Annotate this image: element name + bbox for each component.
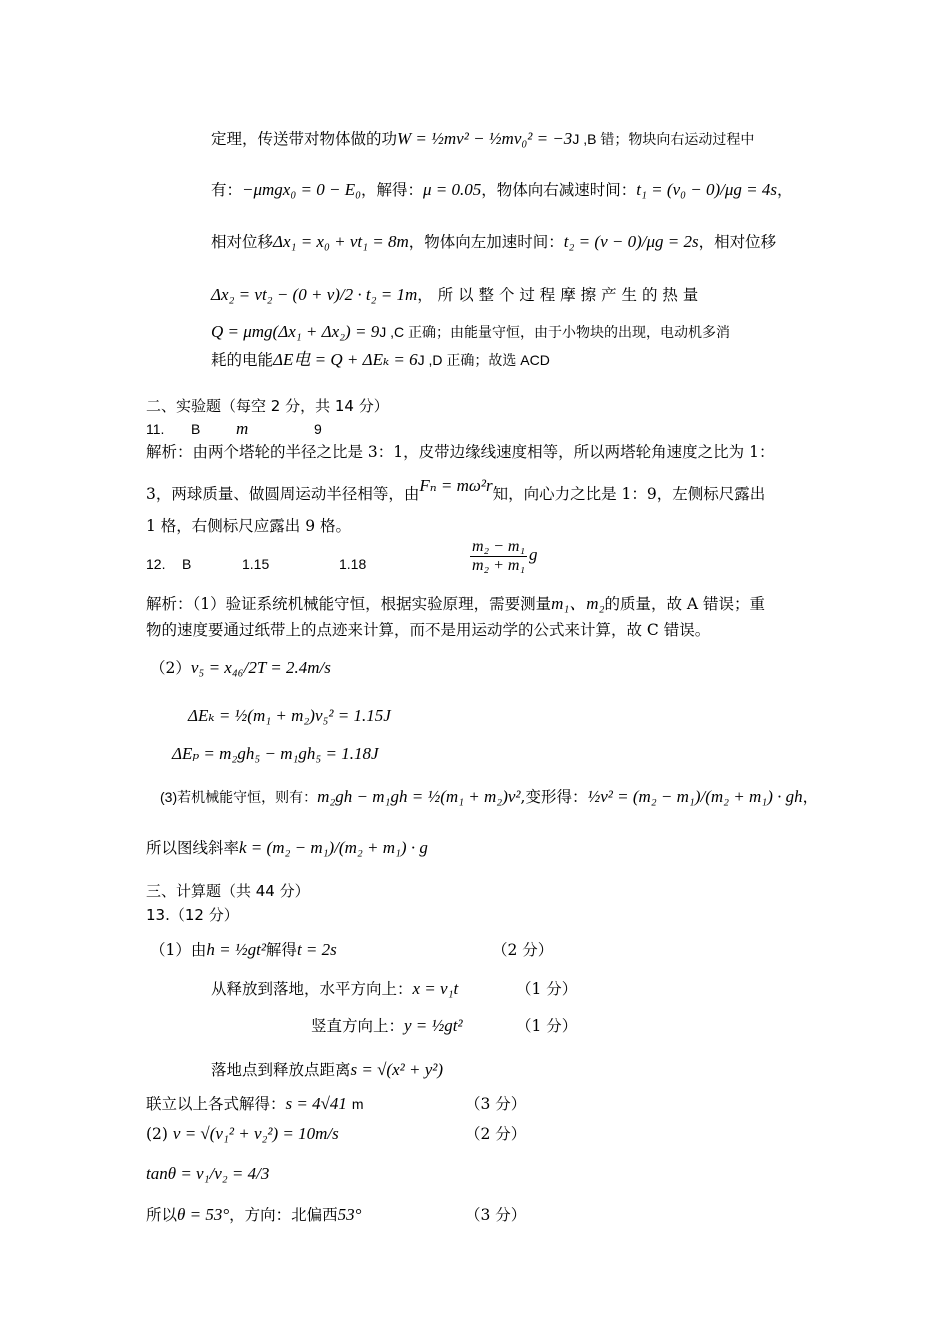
q11-answer1: B	[191, 421, 201, 437]
q12-part3	[160, 785, 818, 809]
section2-title: 二、实验题（每空 2 分，共 14 分）	[146, 397, 389, 415]
unit: m	[351, 1096, 364, 1112]
energy-conservation-formula: m₂gh − m₁gh = ½(m₁ + m₂)v²	[317, 787, 521, 806]
text: 定理，传送带对物体做的功	[211, 130, 398, 148]
q13-step1-points: （2 分）	[492, 941, 554, 959]
mu-value: μ = 0.05	[423, 180, 482, 199]
text: 落地点到释放点距离	[211, 1061, 351, 1079]
q13-step5-points: （3 分）	[465, 1095, 527, 1113]
velocity-formula: v = √(v₁² + v₂²) = 10m/s	[172, 1124, 339, 1143]
text: 知，向心力之比是 1：9，左侧标尺露出	[492, 485, 766, 503]
y-formula: y = ½gt²	[404, 1016, 463, 1035]
para1-line4	[211, 283, 698, 307]
part-label: (2)	[146, 1125, 168, 1143]
q12-answer1: B	[182, 556, 192, 572]
heat-formula: Q = μmg(Δx₁ + Δx₂) = 9	[211, 322, 380, 341]
v5-formula: v₅ = x₄₆/2T = 2.4m/s	[190, 658, 331, 677]
q13-step6	[146, 1122, 339, 1146]
para1-line6	[211, 348, 550, 372]
text: ，解得：	[361, 181, 424, 199]
text: 联立以上各式解得：	[146, 1095, 286, 1113]
q12-answers	[146, 538, 538, 592]
para1-line1	[211, 127, 754, 151]
t1-formula: t₁ = (v₀ − 0)/μg = 4s	[636, 180, 777, 199]
q12-slope	[146, 836, 428, 860]
para1-line5	[211, 320, 730, 344]
q13-step2	[211, 977, 458, 1001]
text: 竖直方向上：	[311, 1017, 405, 1035]
para1-line2: 有：−μmgx₀ = 0 − E₀，解得：μ = 0.05，物体向右减速时间：t₁ = (v₀ − 0)/μg = 4s，	[211, 180, 793, 199]
fraction-denominator: m₂ + m₁	[472, 557, 526, 574]
q12-explanation-line1	[146, 592, 765, 616]
text: 有：	[211, 181, 243, 199]
tan-formula: tanθ = v₁/v₂ = 4/3	[146, 1164, 270, 1183]
text: J ,C 正确；由能量守恒，由于小物块的出现，电动机多消	[379, 324, 730, 340]
q13-step8	[146, 1203, 361, 1227]
text: ，物体向左加速时间：	[408, 233, 564, 251]
q13-step8-points: （3 分）	[465, 1206, 527, 1224]
q11-explanation-line1: 解析：由两个塔轮的半径之比是 3：1，皮带边缘线速度相等，所以两塔轮角速度之比为 1：	[146, 443, 775, 461]
q12-part2-kinetic	[188, 704, 391, 728]
q13-step4	[211, 1058, 443, 1082]
q11-answer3: 9	[314, 421, 322, 437]
q12-answer3: 1.18	[339, 556, 367, 572]
q13-step5	[146, 1092, 364, 1116]
q13-step7	[146, 1162, 269, 1186]
text: （1）由	[150, 941, 207, 959]
text: 所以	[146, 1206, 178, 1224]
text: J ,D 正确；故选 ACD	[417, 352, 550, 368]
section3-title: 三、计算题（共 44 分）	[146, 882, 310, 900]
dx2-formula: Δx₂ = vt₂ − (0 + v)/2 · t₂ = 1m	[211, 285, 418, 304]
text: ，	[802, 788, 819, 806]
q13-step2-points: （1 分）	[516, 980, 578, 998]
masses: m₁、m₂	[551, 594, 605, 613]
centripetal-formula: Fₙ = mω²r	[419, 476, 493, 495]
direction-degree: 53°	[337, 1205, 362, 1224]
text: 耗的电能	[211, 351, 274, 369]
part-label: （2）	[150, 659, 191, 677]
text: ,变形得：	[520, 788, 588, 806]
t-value: t = 2s	[296, 940, 337, 959]
text: 所以图线斜率	[146, 839, 240, 857]
q11-explanation-line2	[146, 476, 766, 506]
q13-step3-points: （1 分）	[516, 1017, 578, 1035]
t2-formula: t₂ = (v − 0)/μg = 2s	[563, 232, 699, 251]
text: 解析：（1）验证系统机械能守恒，根据实验原理，需要测量	[146, 595, 552, 613]
fraction-numerator: m₂ − m₁	[472, 538, 526, 555]
x-formula: x = v₁t	[412, 979, 459, 998]
text: ，物体向右减速时间：	[481, 181, 637, 199]
energy-formula: ΔE电 = Q + ΔEₖ = 6	[273, 350, 418, 369]
dx1-formula: Δx₁ = x₀ + vt₁ = 8m	[273, 232, 409, 251]
q13-step1	[150, 938, 337, 962]
work-formula: W = ½mv² − ½mv₀² = −3	[397, 129, 573, 148]
text: 从释放到落地，水平方向上：	[211, 980, 413, 998]
q12-part2-potential	[172, 742, 379, 766]
friction-equation: −μmgx₀ = 0 − E₀	[242, 180, 361, 199]
q11-number: 11.	[146, 421, 165, 437]
theta-value: θ = 53°	[177, 1205, 230, 1224]
para1-line3	[211, 230, 776, 254]
distance-formula: s = √(x² + y²)	[350, 1060, 444, 1079]
text: 3，两球质量、做圆周运动半径相等，由	[146, 485, 420, 503]
q12-explanation-line2: 物的速度要通过纸带上的点迹来计算，而不是用运动学的公式来计算，故 C 错误。	[146, 621, 711, 639]
text: (3)若机械能守恒，则有：	[160, 789, 318, 805]
q13-step3	[311, 1014, 463, 1038]
q11-answers	[146, 417, 322, 441]
delta-ep-formula: ΔEₚ = m₂gh₅ − m₁gh₅ = 1.18J	[172, 744, 379, 763]
g-symbol: g	[529, 545, 538, 565]
q12-answer4	[468, 538, 538, 575]
q12-part2-velocity	[150, 656, 331, 680]
text: ，相对位移	[698, 233, 777, 251]
slope-formula: k = (m₂ − m₁)/(m₂ + m₁) · g	[239, 838, 428, 857]
text: ， 所 以 整 个 过 程 摩 擦 产 生 的 热 量	[417, 286, 699, 304]
q12-number: 12.	[146, 556, 166, 572]
text: J ,B 错；物块向右运动过程中	[572, 131, 755, 147]
delta-ek-formula: ΔEₖ = ½(m₁ + m₂)v₅² = 1.15J	[188, 706, 391, 725]
text: 相对位移	[211, 233, 274, 251]
s-value: s = 4√41	[285, 1094, 347, 1113]
text: ，方向：北偏西	[229, 1206, 338, 1224]
q11-explanation-line3: 1 格，右侧标尺应露出 9 格。	[146, 517, 352, 535]
text: 解得	[265, 941, 297, 959]
transformed-formula: ½v² = (m₂ − m₁)/(m₂ + m₁) · gh	[587, 787, 803, 806]
text: 的质量，故 A 错误；重	[604, 595, 766, 613]
q13-step6-points: （2 分）	[465, 1125, 527, 1143]
q11-answer2: m	[236, 419, 249, 438]
q12-answer2: 1.15	[242, 556, 270, 572]
h-formula: h = ½gt²	[206, 940, 266, 959]
q13-title: 13.（12 分）	[146, 906, 239, 924]
